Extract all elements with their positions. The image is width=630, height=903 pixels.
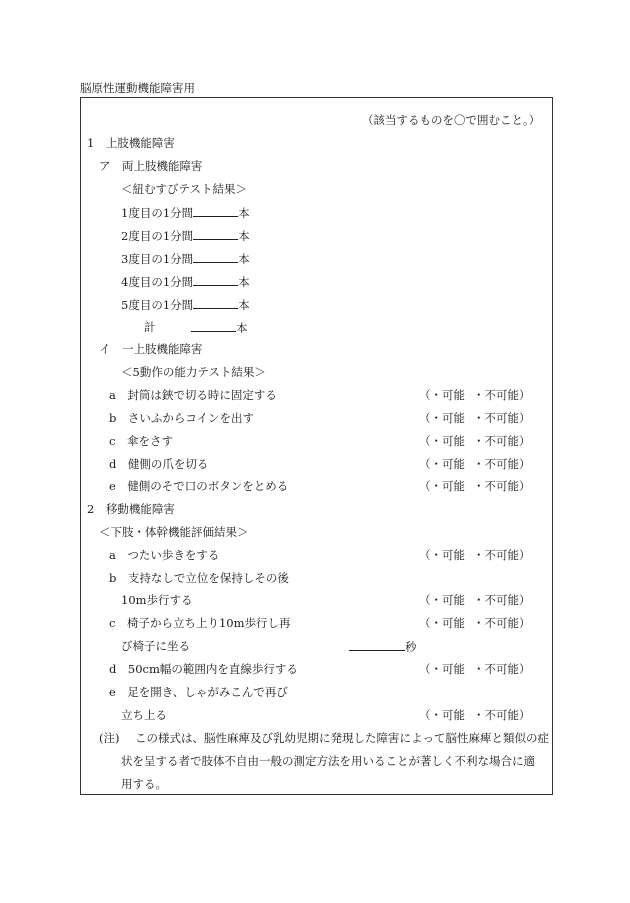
unit-label: 本 <box>238 206 250 220</box>
unit-label: 本 <box>238 229 250 243</box>
count-blank <box>193 251 238 263</box>
item-text: 足を開き、しゃがみこんで再び <box>127 685 288 699</box>
choice-possible[interactable]: （・可能 <box>419 388 465 402</box>
knot-row-label: 1度目の1分間 <box>121 206 194 220</box>
count-blank <box>193 205 238 217</box>
knot-row-2 <box>121 228 250 243</box>
seconds-blank <box>349 639 405 651</box>
seconds-field <box>349 639 417 654</box>
choice-possible[interactable]: （・可能 <box>419 593 465 607</box>
item-mark: e <box>109 685 116 699</box>
choice-impossible[interactable]: ・不可能） <box>473 434 531 448</box>
choice-impossible[interactable]: ・不可能） <box>473 479 531 493</box>
item-mark: d <box>109 662 117 676</box>
choice-mobility-b[interactable] <box>419 593 531 607</box>
knot-row-label: 3度目の1分間 <box>121 252 194 266</box>
unit-label: 秒 <box>405 640 417 654</box>
knot-total-row <box>191 320 248 335</box>
knot-row-4 <box>121 274 250 289</box>
choice-ability-c[interactable] <box>419 434 531 448</box>
section-2-heading: 2 移動機能障害 <box>87 502 175 516</box>
knot-row-label: 2度目の1分間 <box>121 229 194 243</box>
total-blank <box>191 320 236 332</box>
item-text: 50cm幅の範囲内を直線歩行する <box>127 662 298 676</box>
item-text: 封筒は鋏で切る時に固定する <box>127 388 277 402</box>
knot-total-label: 計 <box>144 320 156 334</box>
knot-row-label: 4度目の1分間 <box>121 275 194 289</box>
mobility-item-b-cont: 10m歩行する <box>121 593 193 607</box>
mobility-item-e <box>109 685 288 699</box>
choice-possible[interactable]: （・可能 <box>419 548 465 562</box>
item-mark: a <box>109 548 116 562</box>
part-a-heading: ア 両上肢機能障害 <box>99 159 203 173</box>
item-mark: a <box>109 388 116 402</box>
item-text: つたい歩きをする <box>127 548 220 562</box>
note-mark: (注) <box>99 731 120 745</box>
knot-row-5 <box>121 297 250 312</box>
choice-possible[interactable]: （・可能 <box>419 434 465 448</box>
mobility-item-c <box>109 616 291 630</box>
mobility-test-title: ＜下肢・体幹機能評価結果＞ <box>99 525 249 539</box>
item-mark: d <box>109 457 117 471</box>
knot-row-1 <box>121 205 250 220</box>
mobility-item-c-cont: び椅子に坐る <box>121 639 190 653</box>
item-text: 支持なしで立位を保持しその後 <box>127 571 289 585</box>
unit-label: 本 <box>238 298 250 312</box>
choice-impossible[interactable]: ・不可能） <box>473 411 531 425</box>
count-blank <box>193 274 238 286</box>
note-line-2: 状を呈する者で肢体不自由一般の測定方法を用いることが著しく不利な場合に適 <box>121 754 535 768</box>
mobility-item-d <box>109 662 298 676</box>
choice-impossible[interactable]: ・不可能） <box>473 388 531 402</box>
section-1-heading: 1 上肢機能障害 <box>87 136 175 150</box>
choice-ability-b[interactable] <box>419 411 531 425</box>
choice-ability-d[interactable] <box>419 457 531 471</box>
ability-item-a <box>109 388 277 402</box>
item-text: 健側の爪を切る <box>127 457 209 471</box>
ability-item-d <box>109 457 208 471</box>
item-text: 傘をさす <box>126 434 173 448</box>
unit-label: 本 <box>236 321 248 335</box>
document-title: 脳原性運動機能障害用 <box>80 81 195 95</box>
item-mark: c <box>109 434 116 448</box>
choice-possible[interactable]: （・可能 <box>419 479 465 493</box>
ability-item-b <box>109 411 254 425</box>
item-text: 健側のそで口のボタンをとめる <box>127 479 289 493</box>
item-mark: c <box>109 616 116 630</box>
count-blank <box>193 297 238 309</box>
choice-mobility-d[interactable] <box>419 662 531 676</box>
choice-impossible[interactable]: ・不可能） <box>473 457 531 471</box>
five-action-test-title: ＜5動作の能力テスト結果＞ <box>121 365 266 379</box>
mobility-item-b <box>109 571 289 585</box>
mobility-item-a <box>109 548 219 562</box>
choice-ability-e[interactable] <box>419 479 531 493</box>
unit-label: 本 <box>238 275 250 289</box>
unit-label: 本 <box>238 252 250 266</box>
choice-mobility-c[interactable] <box>419 616 531 630</box>
item-text: さいふからコインを出す <box>127 411 255 425</box>
choice-ability-a[interactable] <box>419 388 531 402</box>
ability-item-e <box>109 479 288 493</box>
count-blank <box>193 228 238 240</box>
choice-impossible[interactable]: ・不可能） <box>473 593 531 607</box>
choice-impossible[interactable]: ・不可能） <box>473 616 531 630</box>
knot-test-title: ＜紐むすびテスト結果＞ <box>121 182 248 196</box>
choice-impossible[interactable]: ・不可能） <box>473 662 531 676</box>
part-b-heading: イ 一上肢機能障害 <box>99 342 203 356</box>
knot-row-3 <box>121 251 250 266</box>
choice-mobility-e[interactable] <box>419 708 531 722</box>
choice-possible[interactable]: （・可能 <box>419 662 465 676</box>
choice-possible[interactable]: （・可能 <box>419 708 465 722</box>
instruction-text: （該当するものを〇で囲むこと。） <box>362 113 541 127</box>
choice-possible[interactable]: （・可能 <box>419 616 465 630</box>
item-mark: b <box>109 411 117 425</box>
choice-mobility-a[interactable] <box>419 548 531 562</box>
note-line-1: この様式は、脳性麻痺及び乳幼児期に発現した障害によって脳性麻痺と類似の症 <box>135 731 549 745</box>
item-text: 椅子から立ち上り10m歩行し再 <box>126 616 291 630</box>
form-frame <box>80 97 553 795</box>
ability-item-c <box>109 434 173 448</box>
item-mark: e <box>109 479 116 493</box>
item-mark: b <box>109 571 117 585</box>
choice-impossible[interactable]: ・不可能） <box>473 548 531 562</box>
choice-possible[interactable]: （・可能 <box>419 457 465 471</box>
choice-possible[interactable]: （・可能 <box>419 411 465 425</box>
choice-impossible[interactable]: ・不可能） <box>473 708 531 722</box>
mobility-item-e-cont: 立ち上る <box>121 708 167 722</box>
note-line-3: 用する。 <box>121 777 167 791</box>
knot-row-label: 5度目の1分間 <box>121 298 194 312</box>
